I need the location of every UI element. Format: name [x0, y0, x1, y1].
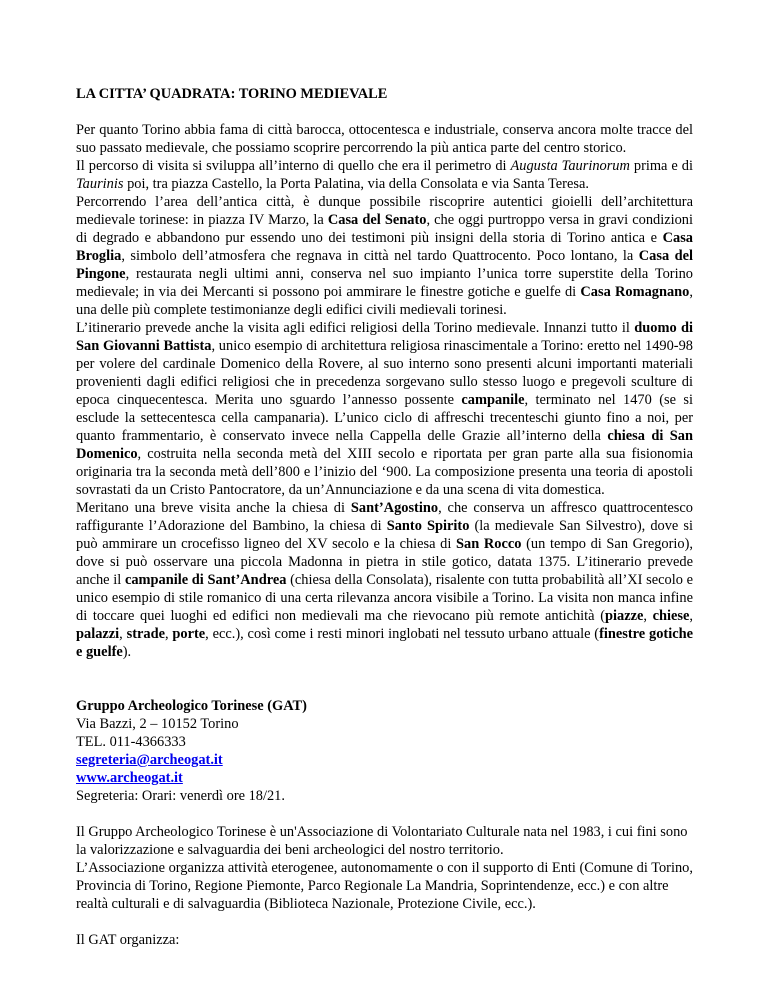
paragraph-civil-buildings: Percorrendo l’area dell’antica città, è dunque possibile riscoprire autentici gioielli dell’architettura medievale torinese: in piazza IV Marzo, la Casa del Senato, che oggi purtroppo versa in gravi condizioni di degrado e abbandono pur essendo uno dei testimoni più insigni della storia di Torino antica e Casa Broglia, simbolo dell’atmosfera che regnava in città nel tardo Quattrocento. Poco lontano, la Casa del Pingone, restaurata negli ultimi anni, conserva nel suo impianto l’unica torre superstite della Torino medievale; in via dei Mercanti si possono poi ammirare le finestre gotiche e guelfe di Casa Romagnano, una delle più complete testimonianze degli edifici civili medievali torinesi.: [76, 194, 693, 318]
paragraph-route: Il percorso di visita si sviluppa all’interno di quello che era il perimetro di Augusta Taurinorum prima e di Taurinis poi, tra piazza Castello, la Porta Palatina, via della Consolata e via Santa Teresa.: [76, 158, 693, 192]
address-line: Via Bazzi, 2 – 10152 Torino: [76, 716, 239, 732]
website-link[interactable]: www.archeogat.it: [76, 770, 183, 786]
document-content: [76, 85, 693, 949]
paragraph-intro: Per quanto Torino abbia fama di città barocca, ottocentesca e industriale, conserva ancora molte tracce del suo passato medievale, che possiamo scoprire percorrendo la più antica parte del centro storico.: [76, 122, 693, 156]
paragraph-other-churches: Meritano una breve visita anche la chiesa di Sant’Agostino, che conserva un affresco quattrocentesco raffigurante l’Adorazione del Bambino, la chiesa di Santo Spirito (la medievale San Silvestro), dove si può ammirare un crocefisso ligneo del XV secolo e la chiesa di San Rocco (un tempo di San Gregorio), dove si può osservare una piccola Madonna in pietra in stile gotico, datata 1375. L’itinerario prevede anche il campanile di Sant’Andrea (chiesa della Consolata), risalente con tutta probabilità all’XI secolo e unico esempio di stile romanico di una certa rilevanza ancora visibile a Torino. La visita non manca infine di toccare quei luoghi ed edifici non medievali ma che rievocano più remote antichità (piazze, chiese, palazzi, strade, porte, ecc.), così come i resti minori inglobati nel tessuto urbano attuale (finestre gotiche e guelfe).: [76, 500, 694, 660]
paragraph-spacer: [76, 913, 693, 931]
article-body: [76, 121, 693, 661]
association-paragraph-1: Il Gruppo Archeologico Torinese è un'Associazione di Volontariato Culturale nata nel 1983, i cui fini sono la valorizzazione e salvaguardia dei beni archeologici del nostro territorio.: [76, 824, 688, 858]
association-paragraph-3: Il GAT organizza:: [76, 932, 180, 948]
email-link[interactable]: segreteria@archeogat.it: [76, 752, 223, 768]
phone-line: TEL. 011-4366333: [76, 734, 186, 750]
paragraph-religious-buildings: L’itinerario prevede anche la visita agli edifici religiosi della Torino medievale. Innanzi tutto il duomo di San Giovanni Battista, unico esempio di architettura religiosa rinascimentale a Torino: eretto nel 1490-98 per volere del cardinale Domenico della Rovere, al suo interno sono presenti alcuni importanti materiali provenienti dagli edifici religiosi che in precedenza sorgevano sullo stesso luogo e pregevoli sculture di epoca cinquecentesca. Merita uno sguardo l’annesso possente campanile, terminato nel 1470 (se si esclude la settecentesca cella campanaria). L’unico ciclo di affreschi trecenteschi giunto fino a noi, per quanto frammentario, è conservato invece nella Cappella delle Grazie all’interno della chiesa di San Domenico, costruita nella seconda metà del XIII secolo e riportata per gran parte alla sua fisionomia originaria tra la seconda metà dell’800 e l’inizio del ‘900. La composizione presenta una teoria di apostoli sovrastati da un Cristo Pantocratore, da un’Annunciazione e da una scena di vita domestica.: [76, 320, 694, 498]
section-spacer: [76, 805, 693, 823]
association-paragraph-2: L’Associazione organizza attività eterogenee, autonomamente o con il supporto di Enti (Comune di Torino, Provincia di Torino, Regione Piemonte, Parco Regionale La Mandria, Soprintendenze, ecc.) e con altre realtà culturali e di salvaguardia (Biblioteca Nazionale, Protezione Civile, ecc.).: [76, 860, 693, 912]
section-spacer: [76, 661, 693, 697]
contact-block: [76, 697, 693, 805]
office-hours: Segreteria: Orari: venerdì ore 18/21.: [76, 788, 285, 804]
organization-name: Gruppo Archeologico Torinese (GAT): [76, 698, 307, 714]
association-description: [76, 823, 693, 949]
document-title: LA CITTA’ QUADRATA: TORINO MEDIEVALE: [76, 86, 388, 102]
